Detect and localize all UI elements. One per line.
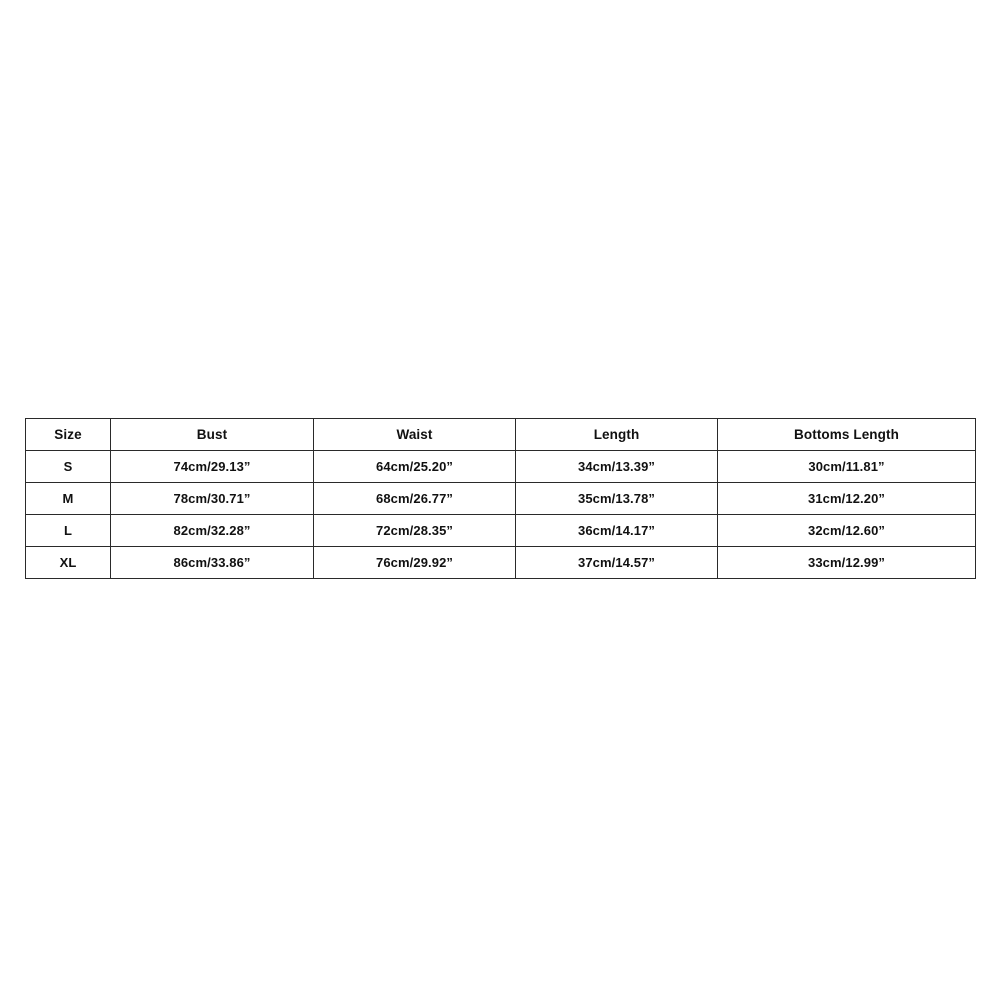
table-row <box>26 515 976 547</box>
table-body <box>26 451 976 579</box>
column-header-bottoms-length: Bottoms Length <box>718 419 976 451</box>
table-row <box>26 547 976 579</box>
cell-length: 35cm/13.78” <box>516 483 718 515</box>
table-header-row <box>26 419 976 451</box>
cell-bust: 82cm/32.28” <box>111 515 314 547</box>
cell-bottoms-length: 32cm/12.60” <box>718 515 976 547</box>
cell-waist: 76cm/29.92” <box>314 547 516 579</box>
cell-bust: 74cm/29.13” <box>111 451 314 483</box>
cell-bottoms-length: 31cm/12.20” <box>718 483 976 515</box>
cell-size: S <box>26 451 111 483</box>
cell-size: M <box>26 483 111 515</box>
cell-bust: 78cm/30.71” <box>111 483 314 515</box>
cell-waist: 72cm/28.35” <box>314 515 516 547</box>
size-chart-table <box>25 418 976 579</box>
size-chart-container <box>25 418 975 579</box>
cell-bottoms-length: 33cm/12.99” <box>718 547 976 579</box>
table-header <box>26 419 976 451</box>
cell-length: 34cm/13.39” <box>516 451 718 483</box>
column-header-bust: Bust <box>111 419 314 451</box>
column-header-size: Size <box>26 419 111 451</box>
table-row <box>26 451 976 483</box>
cell-length: 37cm/14.57” <box>516 547 718 579</box>
cell-waist: 64cm/25.20” <box>314 451 516 483</box>
cell-waist: 68cm/26.77” <box>314 483 516 515</box>
column-header-waist: Waist <box>314 419 516 451</box>
table-row <box>26 483 976 515</box>
column-header-length: Length <box>516 419 718 451</box>
cell-size: L <box>26 515 111 547</box>
cell-size: XL <box>26 547 111 579</box>
cell-bust: 86cm/33.86” <box>111 547 314 579</box>
cell-length: 36cm/14.17” <box>516 515 718 547</box>
cell-bottoms-length: 30cm/11.81” <box>718 451 976 483</box>
